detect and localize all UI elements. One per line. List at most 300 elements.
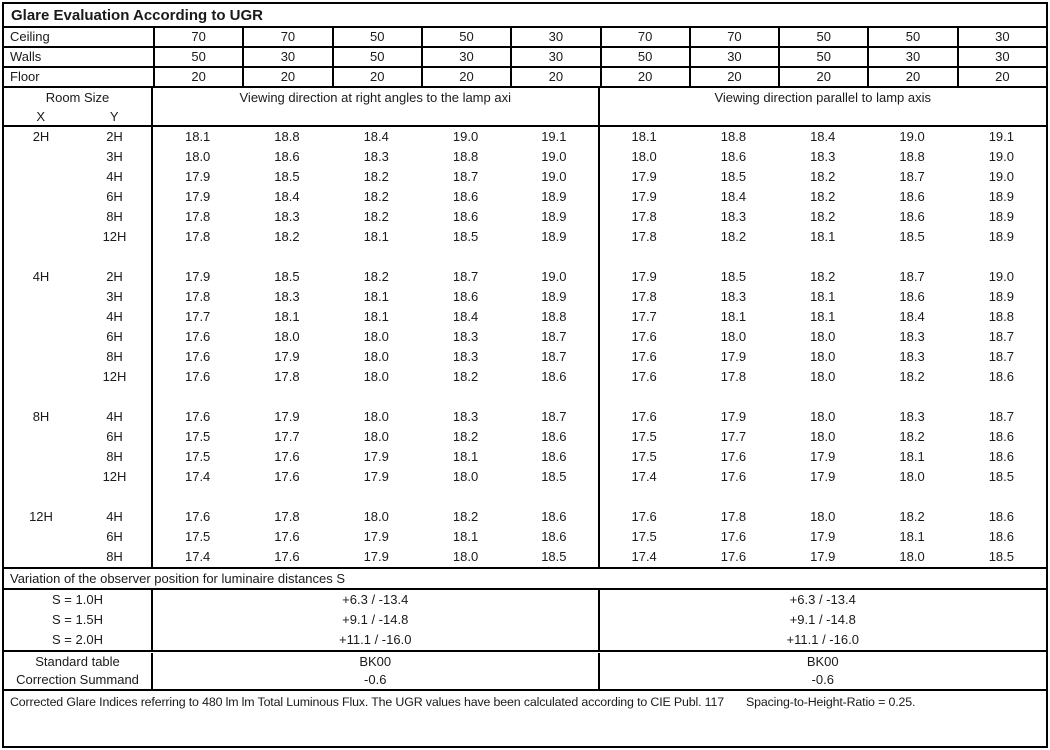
- ugr-value-cell: 18.3: [274, 209, 300, 224]
- ugr-data-row: [4, 227, 1046, 247]
- surface-row-label: Walls: [10, 49, 42, 64]
- variation-row-label: S = 2.0H: [4, 630, 153, 650]
- ugr-value-cell: [600, 247, 689, 267]
- ugr-value-cell: 18.9: [988, 289, 1014, 304]
- ugr-value-cell: 17.9: [810, 529, 836, 544]
- room-y-cell: [78, 487, 153, 507]
- spacer-row: [4, 487, 1046, 507]
- ugr-value-cell: 18.5: [720, 169, 747, 184]
- room-y-cell: 8H: [78, 547, 153, 567]
- ugr-value-cell: 18.2: [452, 509, 479, 524]
- xy-axis-labels: [4, 108, 151, 125]
- surface-row: [4, 28, 1046, 48]
- ugr-value-cell: [600, 387, 689, 407]
- variation-right-value: +11.1 / -16.0: [786, 632, 859, 647]
- ugr-value-cell: 18.6: [510, 367, 599, 387]
- surface-value-cell: 30: [242, 48, 331, 66]
- ugr-value-cell: 18.3: [720, 209, 747, 224]
- ugr-value-cell: 18.6: [988, 369, 1014, 384]
- ugr-value-cell: 18.1: [899, 449, 925, 464]
- ugr-value-cell: 19.0: [988, 169, 1014, 184]
- surface-value-cell: 20: [242, 68, 331, 86]
- ugr-value-cell: 17.6: [274, 449, 300, 464]
- ugr-value-cell: 17.8: [184, 229, 211, 244]
- ugr-value-cell: 18.9: [510, 227, 599, 247]
- ugr-value-cell: 17.8: [184, 209, 211, 224]
- ugr-value-cell: 18.1: [631, 129, 657, 144]
- ugr-value-cell: 18.4: [452, 309, 479, 324]
- ugr-value-cell: 19.0: [988, 149, 1014, 164]
- ugr-value-cell: 18.2: [810, 269, 836, 284]
- ugr-value-cell: 17.7: [274, 429, 300, 444]
- room-y-cell: 4H: [78, 507, 153, 527]
- ugr-value-cell: 18.2: [452, 369, 479, 384]
- ugr-value-cell: 18.6: [899, 289, 925, 304]
- ugr-value-cell: [867, 487, 956, 507]
- surface-value-cell: 50: [421, 28, 510, 46]
- ugr-value-cell: 18.2: [720, 229, 747, 244]
- ugr-value-cell: 18.6: [988, 449, 1014, 464]
- ugr-value-cell: 18.1: [363, 229, 389, 244]
- ugr-value-cell: 17.9: [810, 449, 836, 464]
- ugr-value-cell: 17.6: [631, 349, 657, 364]
- ugr-data-row: [4, 407, 1046, 427]
- ugr-value-cell: 18.5: [988, 469, 1014, 484]
- variation-section-title: Variation of the observer position for luminaire distances S: [4, 569, 1046, 590]
- summary-row: [4, 671, 1046, 689]
- ugr-value-cell: 17.9: [810, 549, 836, 564]
- ugr-data-row: [4, 347, 1046, 367]
- summary-right-value: BK00: [806, 654, 839, 669]
- ugr-value-cell: 17.6: [274, 529, 300, 544]
- ugr-value-cell: 17.9: [720, 349, 747, 364]
- ugr-value-cell: 18.2: [363, 269, 389, 284]
- ugr-value-cell: 18.3: [899, 349, 925, 364]
- room-y-cell: 12H: [78, 467, 153, 487]
- surface-value-cell: 20: [510, 68, 599, 86]
- ugr-value-cell: [778, 487, 867, 507]
- ugr-value-cell: 18.5: [510, 547, 599, 567]
- ugr-value-cell: [421, 387, 510, 407]
- ugr-value-cell: 17.8: [720, 509, 747, 524]
- summary-left-value: BK00: [153, 653, 600, 671]
- ugr-value-cell: 18.6: [452, 209, 479, 224]
- room-y-cell: 3H: [78, 147, 153, 167]
- ugr-value-cell: 17.9: [363, 549, 389, 564]
- surface-value-cell: 30: [957, 48, 1046, 66]
- ugr-value-cell: 17.6: [631, 329, 657, 344]
- ugr-value-cell: 18.3: [899, 329, 925, 344]
- ugr-value-cell: [332, 487, 421, 507]
- ugr-data-row: [4, 527, 1046, 547]
- ugr-value-cell: 18.1: [452, 529, 479, 544]
- ugr-value-cell: 18.0: [452, 469, 479, 484]
- ugr-value-cell: 18.3: [452, 409, 479, 424]
- ugr-value-cell: 18.0: [899, 549, 925, 564]
- ugr-value-cell: 17.9: [274, 349, 300, 364]
- ugr-value-cell: 17.5: [631, 529, 657, 544]
- ugr-value-cell: 17.6: [631, 409, 657, 424]
- room-y-cell: 2H: [78, 267, 153, 287]
- ugr-value-cell: 18.6: [452, 289, 479, 304]
- ugr-value-cell: [153, 487, 242, 507]
- variation-row: [4, 590, 1046, 610]
- ugr-value-cell: 17.4: [184, 549, 211, 564]
- ugr-value-cell: 18.5: [720, 269, 747, 284]
- surface-value-cell: 20: [689, 68, 778, 86]
- ugr-value-cell: [778, 247, 867, 267]
- surface-value-cell: 30: [510, 28, 599, 46]
- ugr-value-cell: 17.6: [720, 449, 747, 464]
- ugr-value-cell: 17.6: [720, 529, 747, 544]
- surface-value-cell: 30: [957, 28, 1046, 46]
- ugr-value-cell: [689, 487, 778, 507]
- ugr-value-cell: 17.8: [720, 369, 747, 384]
- variation-row-label: S = 1.5H: [4, 610, 153, 630]
- room-x-cell: [4, 547, 78, 567]
- room-x-cell: 4H: [32, 269, 50, 284]
- summary-row-label: Correction Summand: [4, 671, 153, 689]
- right-angles-group-header: Viewing direction at right angles to the lamp axi: [153, 88, 600, 125]
- ugr-value-cell: 17.9: [810, 469, 836, 484]
- ugr-value-cell: 17.6: [184, 369, 211, 384]
- ugr-value-cell: 17.8: [274, 509, 300, 524]
- ugr-value-cell: [778, 387, 867, 407]
- ugr-value-cell: 18.3: [810, 149, 836, 164]
- ugr-data-row: [4, 267, 1046, 287]
- ugr-value-cell: 18.3: [452, 329, 479, 344]
- ugr-data-row: [4, 367, 1046, 387]
- ugr-value-cell: [957, 387, 1046, 407]
- surface-value-cell: 30: [689, 48, 778, 66]
- variation-right-value: +9.1 / -14.8: [789, 612, 856, 627]
- ugr-value-cell: 18.1: [810, 229, 836, 244]
- ugr-data-row: [4, 287, 1046, 307]
- variation-row: [4, 630, 1046, 650]
- ugr-value-cell: 17.5: [631, 429, 657, 444]
- footer-note-bar: [4, 691, 1046, 744]
- ugr-value-cell: [421, 487, 510, 507]
- room-y-cell: [78, 387, 153, 407]
- ugr-value-cell: [689, 247, 778, 267]
- ugr-data-row: [4, 447, 1046, 467]
- ugr-value-cell: 18.2: [363, 169, 389, 184]
- ugr-value-cell: 18.0: [810, 349, 836, 364]
- room-size-header-cell: [4, 88, 153, 125]
- ugr-value-cell: 17.8: [631, 229, 657, 244]
- ugr-value-cell: 18.2: [452, 429, 479, 444]
- ugr-value-cell: 18.0: [631, 149, 657, 164]
- ugr-value-cell: 17.9: [363, 469, 389, 484]
- ugr-value-cell: [153, 247, 242, 267]
- ugr-value-cell: 18.1: [184, 129, 211, 144]
- ugr-value-cell: 18.2: [899, 369, 925, 384]
- summary-row-label: Standard table: [4, 653, 153, 671]
- ugr-value-cell: 18.0: [452, 549, 479, 564]
- ugr-data-row: [4, 307, 1046, 327]
- ugr-value-cell: [957, 247, 1046, 267]
- room-y-cell: 12H: [78, 367, 153, 387]
- surface-value-cell: 30: [510, 48, 599, 66]
- ugr-value-cell: [332, 387, 421, 407]
- ugr-data-row: [4, 467, 1046, 487]
- ugr-value-cell: 17.6: [631, 369, 657, 384]
- room-x-cell: [4, 367, 78, 387]
- room-x-cell: [4, 427, 78, 447]
- surface-value-cell: 50: [153, 48, 242, 66]
- room-x-cell: [4, 387, 78, 407]
- surface-value-cell: 20: [153, 68, 242, 86]
- ugr-value-cell: 18.7: [452, 169, 479, 184]
- room-y-cell: 4H: [78, 167, 153, 187]
- surface-value-cell: 20: [600, 68, 689, 86]
- ugr-value-cell: 17.4: [184, 469, 211, 484]
- room-y-cell: 8H: [78, 447, 153, 467]
- ugr-value-cell: 18.3: [363, 149, 389, 164]
- ugr-value-cell: [242, 387, 331, 407]
- surface-value-cell: 50: [332, 28, 421, 46]
- observer-variation-rows: [4, 590, 1046, 652]
- ugr-value-cell: 17.8: [274, 369, 300, 384]
- ugr-value-cell: 18.1: [810, 309, 836, 324]
- room-y-cell: 4H: [78, 407, 153, 427]
- ugr-value-cell: 18.4: [899, 309, 925, 324]
- ugr-value-cell: 18.6: [988, 429, 1014, 444]
- ugr-value-cell: 18.6: [988, 529, 1014, 544]
- room-y-cell: 2H: [78, 127, 153, 147]
- ugr-value-cell: 19.1: [510, 127, 599, 147]
- room-x-cell: [4, 447, 78, 467]
- surface-value-cell: 20: [332, 68, 421, 86]
- x-axis-label: X: [36, 109, 46, 124]
- ugr-value-cell: 18.8: [510, 307, 599, 327]
- ugr-value-cell: 18.3: [274, 289, 300, 304]
- ugr-value-cell: 18.0: [274, 329, 300, 344]
- ugr-value-cell: 17.6: [184, 409, 211, 424]
- ugr-value-cell: 18.6: [510, 447, 599, 467]
- ugr-value-cell: 17.9: [274, 409, 300, 424]
- ugr-value-cell: 18.6: [899, 209, 925, 224]
- room-y-cell: 4H: [78, 307, 153, 327]
- ugr-value-cell: 19.0: [899, 129, 925, 144]
- ugr-value-cell: 17.6: [631, 509, 657, 524]
- ugr-value-cell: 18.0: [720, 329, 747, 344]
- ugr-value-cell: [510, 247, 599, 267]
- ugr-value-cell: 19.0: [988, 269, 1014, 284]
- ugr-value-cell: 18.1: [452, 449, 479, 464]
- ugr-data-row: [4, 327, 1046, 347]
- ugr-value-cell: 17.9: [184, 169, 211, 184]
- surface-value-cell: 20: [778, 68, 867, 86]
- surface-row-label: Floor: [10, 69, 40, 84]
- ugr-value-cell: 17.5: [184, 429, 211, 444]
- room-x-cell: [4, 227, 78, 247]
- ugr-value-cell: 18.5: [452, 229, 479, 244]
- spacer-row: [4, 247, 1046, 267]
- ugr-value-cell: 18.4: [810, 129, 836, 144]
- surface-value-cell: 50: [867, 28, 956, 46]
- room-x-cell: [4, 307, 78, 327]
- ugr-value-cell: 17.8: [631, 209, 657, 224]
- room-x-cell: [4, 207, 78, 227]
- ugr-value-cell: 17.7: [720, 429, 747, 444]
- room-y-cell: 6H: [78, 327, 153, 347]
- ugr-evaluation-table: [2, 2, 1048, 748]
- ugr-value-cell: 18.6: [510, 527, 599, 547]
- surface-value-cell: 70: [242, 28, 331, 46]
- ugr-value-cell: 18.9: [510, 207, 599, 227]
- ugr-data-row: [4, 147, 1046, 167]
- ugr-value-cell: 18.4: [720, 189, 747, 204]
- surface-row-label: Ceiling: [10, 29, 50, 44]
- ugr-value-cell: 18.6: [274, 149, 300, 164]
- ugr-value-cell: [332, 247, 421, 267]
- ugr-value-cell: 18.7: [899, 269, 925, 284]
- variation-row-label: S = 1.0H: [4, 590, 153, 610]
- ugr-value-cell: 18.5: [899, 229, 925, 244]
- ugr-value-cell: 18.7: [510, 407, 599, 427]
- room-y-cell: 6H: [78, 187, 153, 207]
- variation-right-value: +6.3 / -13.4: [789, 592, 856, 607]
- ugr-data-row: [4, 167, 1046, 187]
- ugr-value-cell: 18.9: [510, 187, 599, 207]
- ugr-value-cell: [867, 247, 956, 267]
- ugr-value-cell: [957, 487, 1046, 507]
- ugr-value-cell: 17.6: [274, 549, 300, 564]
- ugr-value-cell: 18.6: [720, 149, 747, 164]
- ugr-value-cell: 17.9: [184, 189, 211, 204]
- ugr-value-cell: 18.6: [510, 427, 599, 447]
- surface-value-cell: 70: [153, 28, 242, 46]
- standard-table-summary: [4, 652, 1046, 691]
- ugr-value-cell: 18.7: [510, 327, 599, 347]
- ugr-value-cell: 18.7: [452, 269, 479, 284]
- ugr-value-cell: 18.6: [452, 189, 479, 204]
- ugr-value-cell: 18.5: [510, 467, 599, 487]
- ugr-value-cell: 17.7: [184, 309, 211, 324]
- room-x-cell: 8H: [32, 409, 50, 424]
- ugr-value-cell: 18.0: [363, 349, 389, 364]
- surface-value-cell: 20: [421, 68, 510, 86]
- ugr-value-cell: 18.8: [720, 129, 747, 144]
- ugr-value-cell: 19.0: [510, 167, 599, 187]
- ugr-value-cell: 18.0: [363, 429, 389, 444]
- surface-value-cell: 50: [332, 48, 421, 66]
- surface-value-cell: 20: [867, 68, 956, 86]
- ugr-value-cell: 18.4: [274, 189, 300, 204]
- room-y-cell: 8H: [78, 347, 153, 367]
- ugr-value-cell: 18.1: [274, 309, 300, 324]
- ugr-value-cell: 18.8: [274, 129, 300, 144]
- ugr-value-cell: 17.6: [184, 329, 211, 344]
- ugr-value-cell: 17.7: [631, 309, 657, 324]
- ugr-value-cell: 18.8: [452, 149, 479, 164]
- ugr-value-cell: 17.8: [184, 289, 211, 304]
- ugr-value-cell: 19.0: [510, 147, 599, 167]
- ugr-value-cell: 18.9: [988, 209, 1014, 224]
- ugr-value-cell: 18.1: [720, 309, 747, 324]
- ugr-data-row: [4, 547, 1046, 567]
- surface-value-cell: 50: [600, 48, 689, 66]
- ugr-value-cell: 17.6: [274, 469, 300, 484]
- ugr-value-cell: 17.5: [184, 529, 211, 544]
- ugr-data-row: [4, 507, 1046, 527]
- summary-row: [4, 653, 1046, 671]
- surface-value-cell: 30: [421, 48, 510, 66]
- ugr-values-grid: [4, 127, 1046, 569]
- ugr-value-cell: 17.6: [720, 469, 747, 484]
- ugr-value-cell: 18.0: [184, 149, 211, 164]
- variation-row: [4, 610, 1046, 630]
- ugr-value-cell: 18.0: [363, 329, 389, 344]
- ugr-value-cell: 19.0: [510, 267, 599, 287]
- ugr-value-cell: 18.6: [510, 507, 599, 527]
- ugr-value-cell: 17.5: [184, 449, 211, 464]
- room-y-cell: 6H: [78, 527, 153, 547]
- ugr-value-cell: 18.2: [899, 429, 925, 444]
- ugr-value-cell: 18.8: [899, 149, 925, 164]
- y-axis-label: Y: [109, 109, 119, 124]
- ugr-value-cell: 18.9: [988, 229, 1014, 244]
- ugr-value-cell: 17.6: [184, 349, 211, 364]
- variation-left-value: +6.3 / -13.4: [153, 590, 600, 610]
- surface-value-cell: 50: [778, 48, 867, 66]
- room-y-cell: 3H: [78, 287, 153, 307]
- ugr-value-cell: [242, 487, 331, 507]
- surface-value-cell: 70: [689, 28, 778, 46]
- ugr-value-cell: [510, 387, 599, 407]
- ugr-value-cell: 18.2: [363, 209, 389, 224]
- surface-value-cell: 30: [867, 48, 956, 66]
- surface-value-cell: 20: [957, 68, 1046, 86]
- surface-row: [4, 68, 1046, 88]
- room-x-cell: [4, 287, 78, 307]
- ugr-value-cell: 18.2: [810, 209, 836, 224]
- ugr-value-cell: [867, 387, 956, 407]
- ugr-value-cell: 18.2: [899, 509, 925, 524]
- ugr-value-cell: [153, 387, 242, 407]
- ugr-value-cell: 18.6: [988, 509, 1014, 524]
- ugr-value-cell: 17.4: [631, 469, 657, 484]
- ugr-value-cell: 18.3: [899, 409, 925, 424]
- room-x-cell: [4, 347, 78, 367]
- ugr-value-cell: 18.0: [810, 409, 836, 424]
- ugr-value-cell: 18.0: [810, 369, 836, 384]
- ugr-value-cell: 19.1: [988, 129, 1014, 144]
- ugr-value-cell: [600, 487, 689, 507]
- ugr-value-cell: 18.1: [899, 529, 925, 544]
- ugr-value-cell: 18.5: [274, 169, 300, 184]
- ugr-value-cell: 18.1: [810, 289, 836, 304]
- surface-reflectance-section: [4, 28, 1046, 88]
- ugr-value-cell: 17.5: [631, 449, 657, 464]
- page-title: Glare Evaluation According to UGR: [4, 4, 1046, 28]
- ugr-value-cell: 17.8: [631, 289, 657, 304]
- room-x-cell: 2H: [32, 129, 50, 144]
- ugr-value-cell: 17.9: [631, 169, 657, 184]
- ugr-value-cell: 18.0: [810, 429, 836, 444]
- ugr-value-cell: 18.7: [988, 409, 1014, 424]
- ugr-value-cell: 18.9: [988, 189, 1014, 204]
- ugr-data-row: [4, 127, 1046, 147]
- ugr-value-cell: 17.9: [184, 269, 211, 284]
- spacer-row: [4, 387, 1046, 407]
- room-y-cell: 8H: [78, 207, 153, 227]
- ugr-value-cell: 18.6: [899, 189, 925, 204]
- ugr-value-cell: 18.0: [810, 329, 836, 344]
- room-size-label: Room Size: [45, 90, 110, 105]
- ugr-value-cell: [510, 487, 599, 507]
